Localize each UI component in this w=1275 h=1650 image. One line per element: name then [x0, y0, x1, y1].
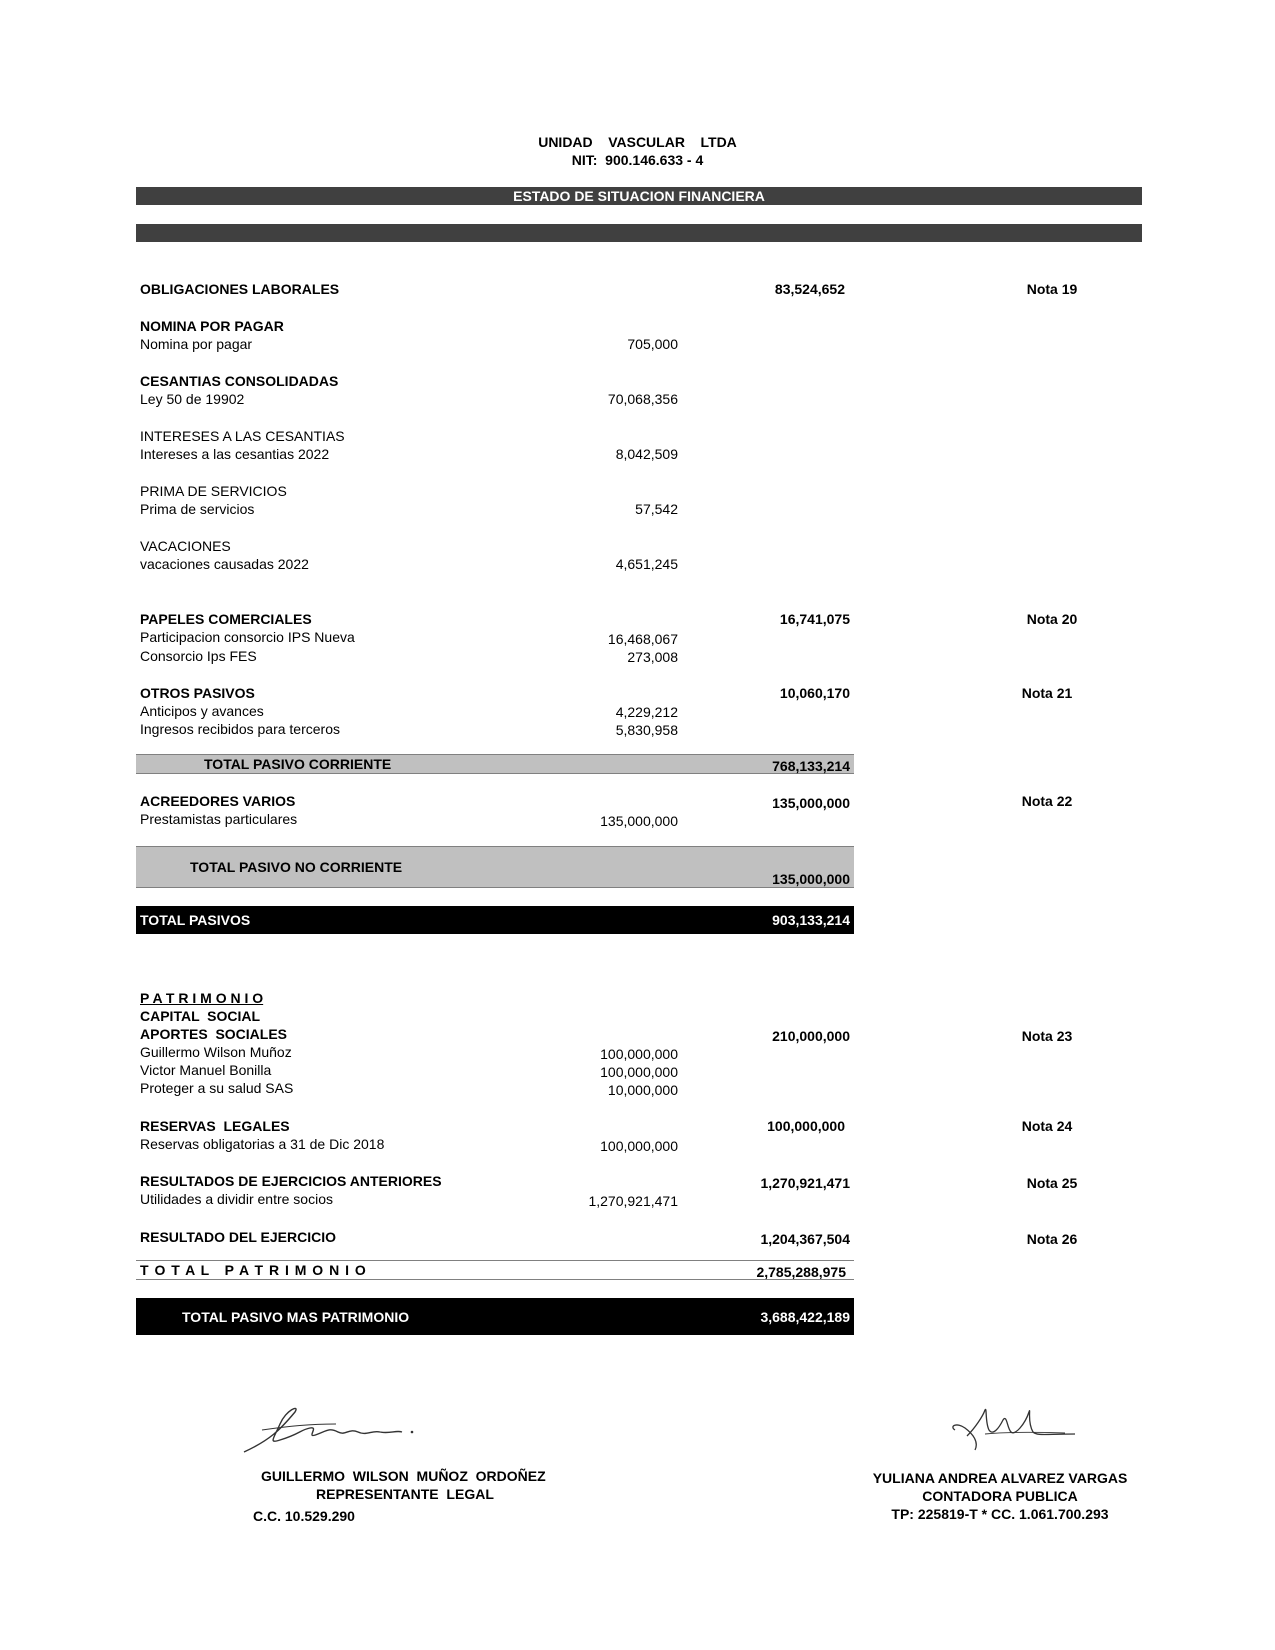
signer-right-role: CONTADORA PUBLICA	[922, 1488, 1078, 1504]
line-item-value: 4,229,212	[615, 704, 678, 720]
line-item-value: 273,008	[627, 649, 678, 665]
line-item-label: Prima de servicios	[140, 501, 255, 517]
note-23: Nota 23	[1021, 1028, 1073, 1044]
statement-title: ESTADO DE SITUACION FINANCIERA	[513, 188, 765, 204]
section-total-obligaciones: 83,524,652	[774, 281, 845, 297]
section-total-papeles: 16,741,075	[779, 611, 850, 627]
line-item-label: vacaciones causadas 2022	[140, 556, 309, 572]
aportes-total: 210,000,000	[772, 1028, 850, 1044]
line-item-label: Participacion consorcio IPS Nueva	[140, 629, 355, 645]
line-item-value: 57,542	[635, 501, 678, 517]
note-24: Nota 24	[1021, 1118, 1073, 1134]
line-item-value: 135,000,000	[600, 813, 678, 829]
line-item-value: 1,270,921,471	[588, 1193, 678, 1209]
line-item-label: Proteger a su salud SAS	[140, 1080, 294, 1096]
section-title-obligaciones: OBLIGACIONES LABORALES	[140, 281, 340, 297]
line-item-value: 705,000	[627, 336, 678, 352]
note-26: Nota 26	[1026, 1231, 1078, 1247]
company-nit: NIT: 900.146.633 - 4	[571, 152, 704, 168]
line-item-label: Victor Manuel Bonilla	[140, 1062, 272, 1078]
line-item-value: 4,651,245	[615, 556, 678, 572]
line-item-value: 70,068,356	[607, 391, 678, 407]
reservas-total: 100,000,000	[767, 1118, 845, 1134]
total-pasivo-corriente-value: 768,133,214	[772, 758, 850, 774]
resultados-anteriores-title: RESULTADOS DE EJERCICIOS ANTERIORES	[140, 1173, 442, 1189]
line-item-label: Guillermo Wilson Muñoz	[140, 1044, 292, 1060]
note-21: Nota 21	[1021, 685, 1073, 701]
group-title: NOMINA POR PAGAR	[140, 318, 284, 334]
signature-right-image	[945, 1402, 1085, 1452]
signer-left-id: C.C. 10.529.290	[253, 1508, 355, 1524]
group-title: VACACIONES	[140, 538, 231, 554]
line-item-value: 8,042,509	[615, 446, 678, 462]
total-pasivo-corriente-label: TOTAL PASIVO CORRIENTE	[204, 756, 392, 772]
note-20: Nota 20	[1026, 611, 1078, 627]
group-title: CESANTIAS CONSOLIDADAS	[140, 373, 339, 389]
line-item-label: Prestamistas particulares	[140, 811, 298, 827]
total-pasivo-patrimonio-row	[136, 1298, 854, 1335]
signer-right-name: YULIANA ANDREA ALVAREZ VARGAS	[872, 1470, 1128, 1486]
total-pasivo-corriente-row	[136, 754, 854, 774]
section-title-acreedores: ACREEDORES VARIOS	[140, 793, 296, 809]
reservas-title: RESERVAS LEGALES	[140, 1118, 290, 1134]
signer-left-name: GUILLERMO WILSON MUÑOZ ORDOÑEZ	[261, 1468, 546, 1484]
patrimonio-heading: P A T R I M O N I O	[140, 990, 264, 1006]
note-25: Nota 25	[1026, 1175, 1078, 1191]
line-item-value: 10,000,000	[607, 1082, 678, 1098]
line-item-value: 100,000,000	[600, 1046, 678, 1062]
signature-left-image	[240, 1400, 430, 1455]
resultados-anteriores-total: 1,270,921,471	[760, 1175, 850, 1191]
line-item-label: Consorcio Ips FES	[140, 648, 257, 664]
line-item-label: Utilidades a dividir entre socios	[140, 1191, 333, 1207]
total-pasivo-no-corriente-row	[136, 846, 854, 888]
note-19: Nota 19	[1026, 281, 1078, 297]
total-pasivo-patrimonio-label: TOTAL PASIVO MAS PATRIMONIO	[182, 1309, 410, 1325]
line-item-label: Ingresos recibidos para terceros	[140, 721, 340, 737]
line-item-value: 100,000,000	[600, 1138, 678, 1154]
resultado-ejercicio-total: 1,204,367,504	[760, 1231, 850, 1247]
line-item-label: Anticipos y avances	[140, 703, 264, 719]
note-22: Nota 22	[1021, 793, 1073, 809]
line-item-value: 16,468,067	[607, 631, 678, 647]
resultado-ejercicio-title: RESULTADO DEL EJERCICIO	[140, 1229, 337, 1245]
section-total-acreedores: 135,000,000	[772, 795, 850, 811]
total-pasivo-no-corriente-label: TOTAL PASIVO NO CORRIENTE	[190, 859, 403, 875]
total-pasivos-label: TOTAL PASIVOS	[140, 912, 251, 928]
total-pasivos-row	[136, 906, 854, 934]
section-total-otros: 10,060,170	[779, 685, 850, 701]
company-name: UNIDAD VASCULAR LTDA	[538, 134, 737, 150]
total-pasivo-no-corriente-value: 135,000,000	[772, 871, 850, 887]
group-title: INTERESES A LAS CESANTIAS	[140, 428, 345, 444]
group-title: PRIMA DE SERVICIOS	[140, 483, 287, 499]
section-title-papeles: PAPELES COMERCIALES	[140, 611, 312, 627]
line-item-label: Reservas obligatorias a 31 de Dic 2018	[140, 1136, 385, 1152]
line-item-value: 100,000,000	[600, 1064, 678, 1080]
total-pasivos-value: 903,133,214	[772, 912, 850, 928]
line-item-label: Nomina por pagar	[140, 336, 253, 352]
period-bar	[136, 224, 1142, 259]
total-pasivo-patrimonio-value: 3,688,422,189	[760, 1309, 850, 1325]
signer-left-role: REPRESENTANTE LEGAL	[316, 1486, 494, 1502]
signer-right-id: TP: 225819-T * CC. 1.061.700.293	[891, 1506, 1109, 1522]
statement-title-bar	[136, 187, 1142, 205]
line-item-label: Ley 50 de 19902	[140, 391, 245, 407]
section-title-otros: OTROS PASIVOS	[140, 685, 255, 701]
divider	[136, 1279, 854, 1280]
statement-period: 01 DE ENERO AL 31 DE DICIEMBRE 2024	[484, 243, 802, 259]
aportes-title: APORTES SOCIALES	[140, 1026, 288, 1042]
total-patrimonio-value: 2,785,288,975	[756, 1264, 846, 1280]
total-patrimonio-label: T O T A L P A T R I M O N I O	[140, 1262, 367, 1278]
capital-social-title: CAPITAL SOCIAL	[140, 1008, 261, 1024]
line-item-label: Intereses a las cesantias 2022	[140, 446, 330, 462]
line-item-value: 5,830,958	[615, 722, 678, 738]
divider	[136, 1260, 854, 1261]
